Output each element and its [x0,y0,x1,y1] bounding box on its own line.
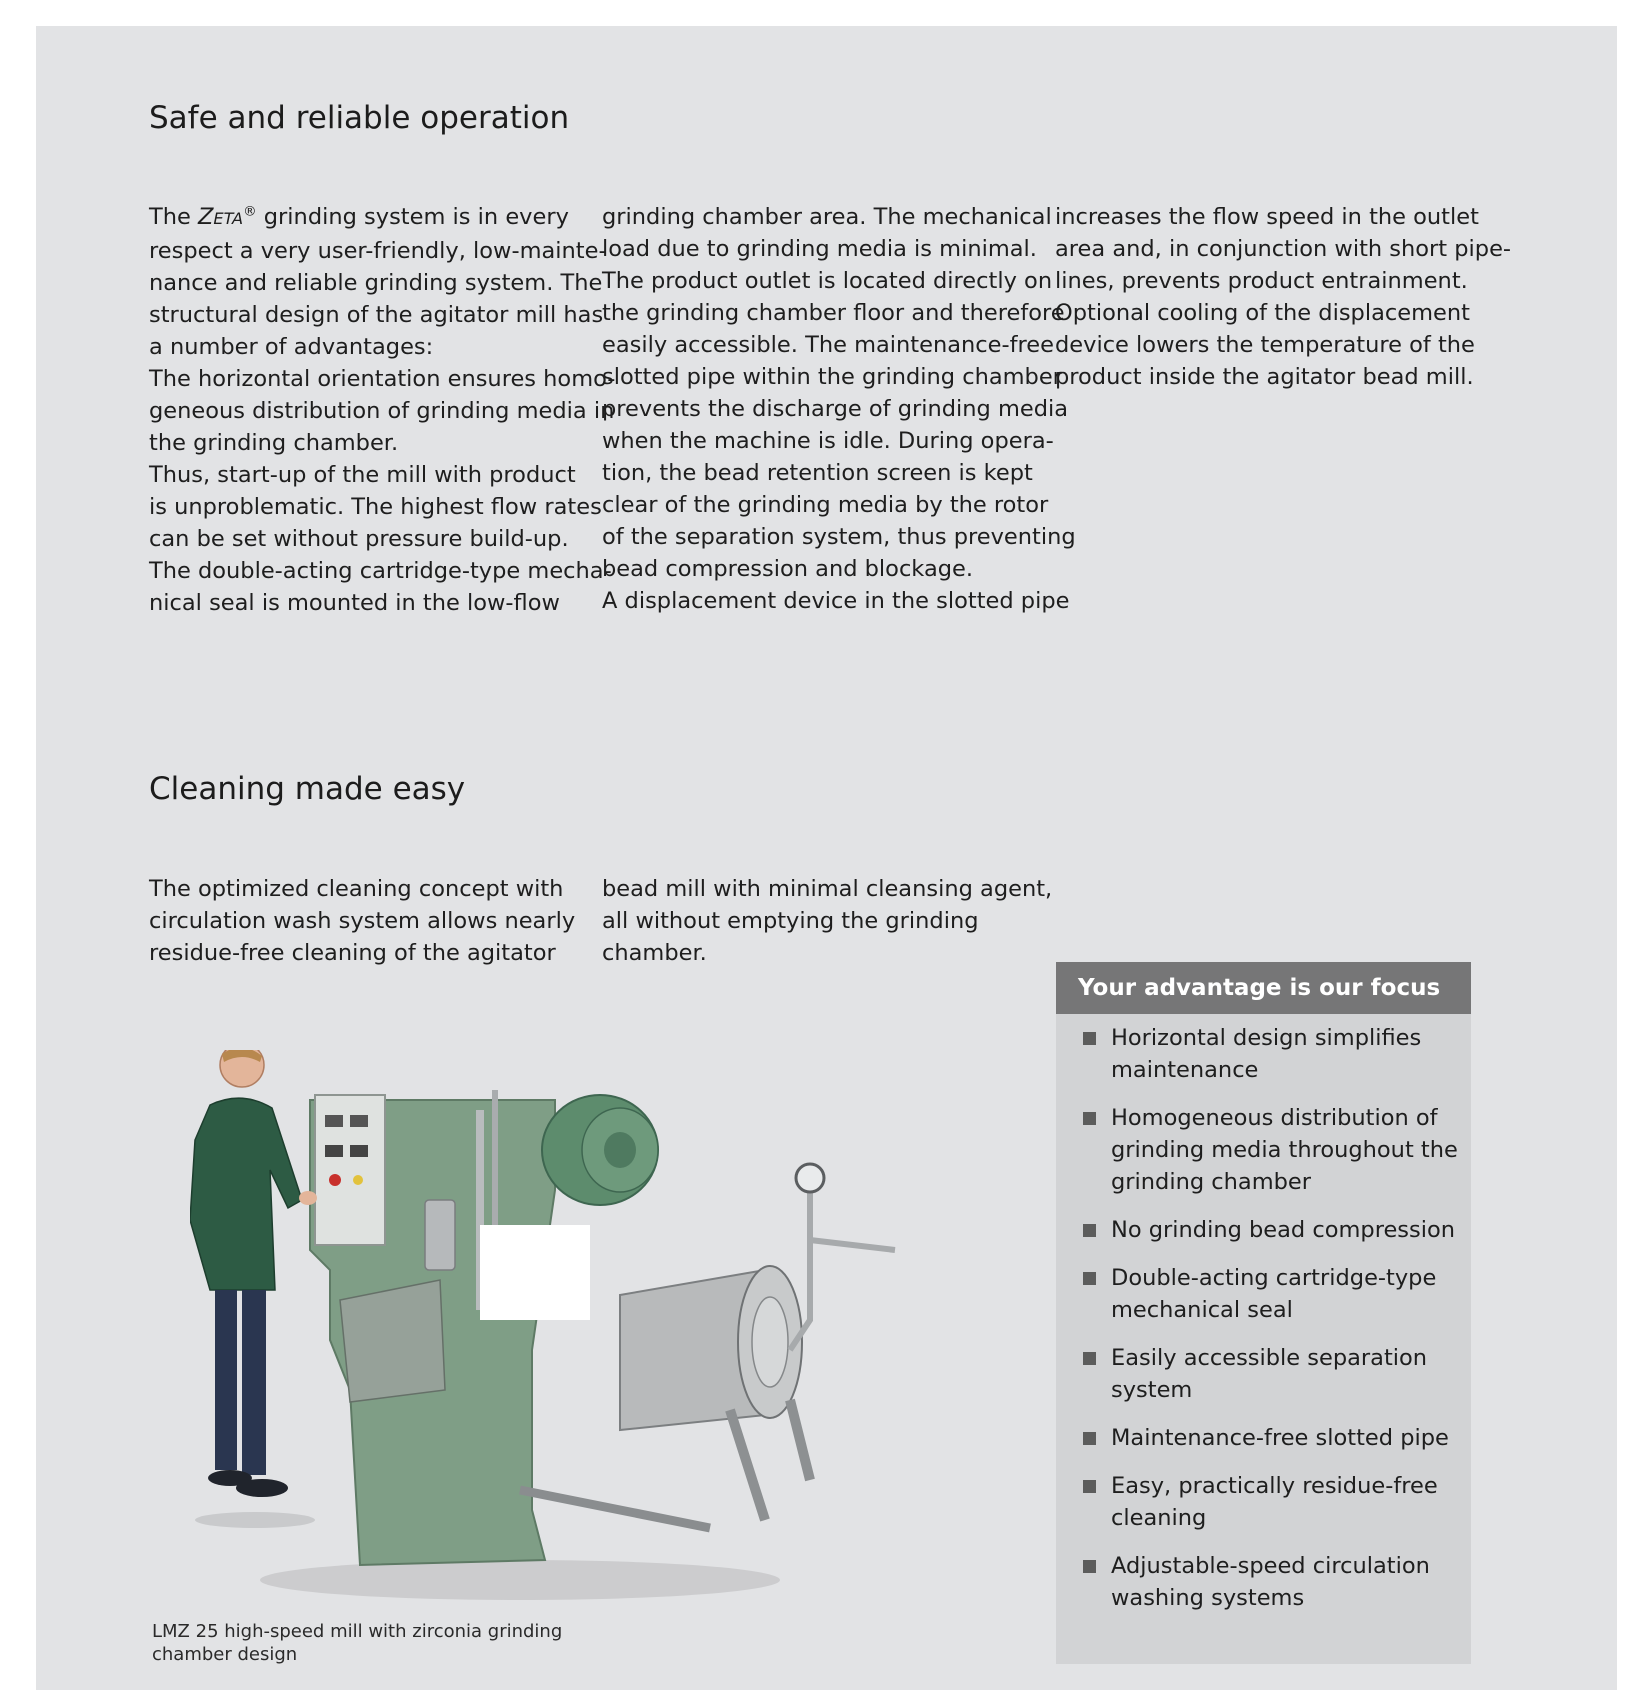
text-line: The product outlet is located directly on [602,268,1053,294]
advantage-line: system [1111,1377,1193,1403]
image-caption [152,1620,562,1666]
advantage-line: washing systems [1111,1585,1305,1611]
text-line: load due to grinding media is minimal. [602,236,1037,262]
text-line: grinding chamber area. The mechanical [602,204,1052,230]
text-line: the grinding chamber. [149,430,399,456]
advantage-line: Double-acting cartridge-type [1111,1265,1437,1291]
pressure-gauge-icon [796,1164,824,1192]
advantage-item [1056,1422,1471,1454]
caption-line: LMZ 25 high-speed mill with zirconia grinding [152,1621,563,1642]
advantages-list [1056,1014,1471,1614]
square-bullet-icon [1083,1224,1096,1237]
chamber-end-cover [752,1297,788,1387]
text-line: bead compression and blockage. [602,556,974,582]
stop-button-icon [329,1174,341,1186]
advantages-title: Your advantage is our focus [1056,962,1471,1014]
text-line: circulation wash system allows nearly [149,908,576,934]
advantage-item [1056,1262,1471,1326]
section2-column-2 [602,873,1053,969]
advantage-line: No grinding bead compression [1111,1217,1456,1243]
square-bullet-icon [1083,1480,1096,1493]
control-display [325,1145,343,1157]
control-display [325,1115,343,1127]
operator-coat [190,1098,302,1290]
text-line: device lowers the temperature of the [1055,332,1475,358]
advantage-line: grinding media throughout the [1111,1137,1458,1163]
operator-leg [242,1290,266,1475]
square-bullet-icon [1083,1272,1096,1285]
text-line: can be set without pressure build-up. [149,526,569,552]
text-line: residue-free cleaning of the agitator [149,940,556,966]
advantage-item [1056,1342,1471,1406]
section1-column-3 [1055,201,1512,393]
text-line: the grinding chamber floor and therefore [602,300,1065,326]
text-line: lines, prevents product entrainment. [1055,268,1468,294]
square-bullet-icon [1083,1032,1096,1045]
text-line: a number of advantages: [149,334,434,360]
text-line: nical seal is mounted in the low-flow [149,590,560,616]
square-bullet-icon [1083,1352,1096,1365]
text-line: tion, the bead retention screen is kept [602,460,1033,486]
motor-hub [604,1132,636,1168]
section1-column-1 [149,201,616,619]
heading-cleaning: Cleaning made easy [149,771,466,807]
control-display [350,1115,368,1127]
square-bullet-icon [1083,1560,1096,1573]
advantage-line: cleaning [1111,1505,1207,1531]
text-line: all without emptying the grinding [602,908,979,934]
operator-leg [215,1290,237,1470]
section1-column-2 [602,201,1076,617]
text-line: easily accessible. The maintenance-free [602,332,1054,358]
square-bullet-icon [1083,1432,1096,1445]
advantage-item [1056,1102,1471,1198]
floor-shadow [260,1560,780,1600]
section1-col1-first-line: The ZETA® grinding system is in every [149,203,569,230]
text-line: The horizontal orientation ensures homo- [149,366,616,392]
text-line: nance and reliable grinding system. The [149,270,603,296]
text-line: when the machine is idle. During opera- [602,428,1054,454]
text-line: increases the flow speed in the outlet [1055,204,1479,230]
text-line: chamber. [602,940,707,966]
machine-photo [190,1050,990,1630]
advantage-item [1056,1214,1471,1246]
filter-housing [425,1200,455,1270]
caption-line: chamber design [152,1644,298,1665]
text-line: product inside the agitator bead mill. [1055,364,1474,390]
text-line: bead mill with minimal cleansing agent, [602,876,1053,902]
text-line: slotted pipe within the grinding chamber [602,364,1062,390]
text-line: structural design of the agitator mill has [149,302,604,328]
advantage-line: mechanical seal [1111,1297,1293,1323]
advantage-item [1056,1470,1471,1534]
slide-rail [520,1490,710,1528]
text-line: geneous distribution of grinding media in [149,398,615,424]
text-line: is unproblematic. The highest flow rates [149,494,602,520]
text-line: Optional cooling of the displacement [1055,300,1470,326]
machine-panel [340,1280,445,1402]
section2-column-1 [149,873,579,969]
operator-hand [299,1191,317,1205]
square-bullet-icon [1083,1112,1096,1125]
text-line: prevents the discharge of grinding media [602,396,1069,422]
control-display [350,1145,368,1157]
advantage-line: grinding chamber [1111,1169,1311,1195]
zeta-brand: ZETA [198,204,244,230]
text-line: clear of the grinding media by the rotor [602,492,1049,518]
indicator-light-icon [353,1175,363,1185]
text-line: The double-acting cartridge-type mecha- [149,558,612,584]
text-line: of the separation system, thus preventing [602,524,1076,550]
outlet-pipe [810,1240,895,1250]
text-line: Thus, start-up of the mill with product [149,462,576,488]
advantages-box [1056,962,1471,1664]
text-line: The optimized cleaning concept with [149,876,564,902]
floor-shadow [195,1512,315,1528]
advantage-line: Adjustable-speed circulation [1111,1553,1430,1579]
text-line: A displacement device in the slotted pipe [602,588,1070,614]
advantage-line: Horizontal design simplifies [1111,1025,1422,1051]
text-line: respect a very user-friendly, low-mainte- [149,238,607,264]
blank-patch [480,1225,590,1320]
advantage-line: Easy, practically residue-free [1111,1473,1438,1499]
advantage-item [1056,1550,1471,1614]
text-line: area and, in conjunction with short pipe- [1055,236,1512,262]
advantage-item [1056,1022,1471,1086]
operator-shoe [236,1479,288,1497]
advantage-line: Homogeneous distribution of [1111,1105,1438,1131]
advantage-line: Easily accessible separation [1111,1345,1428,1371]
heading-safe-operation: Safe and reliable operation [149,100,570,136]
advantage-line: maintenance [1111,1057,1259,1083]
advantage-line: Maintenance-free slotted pipe [1111,1425,1449,1451]
